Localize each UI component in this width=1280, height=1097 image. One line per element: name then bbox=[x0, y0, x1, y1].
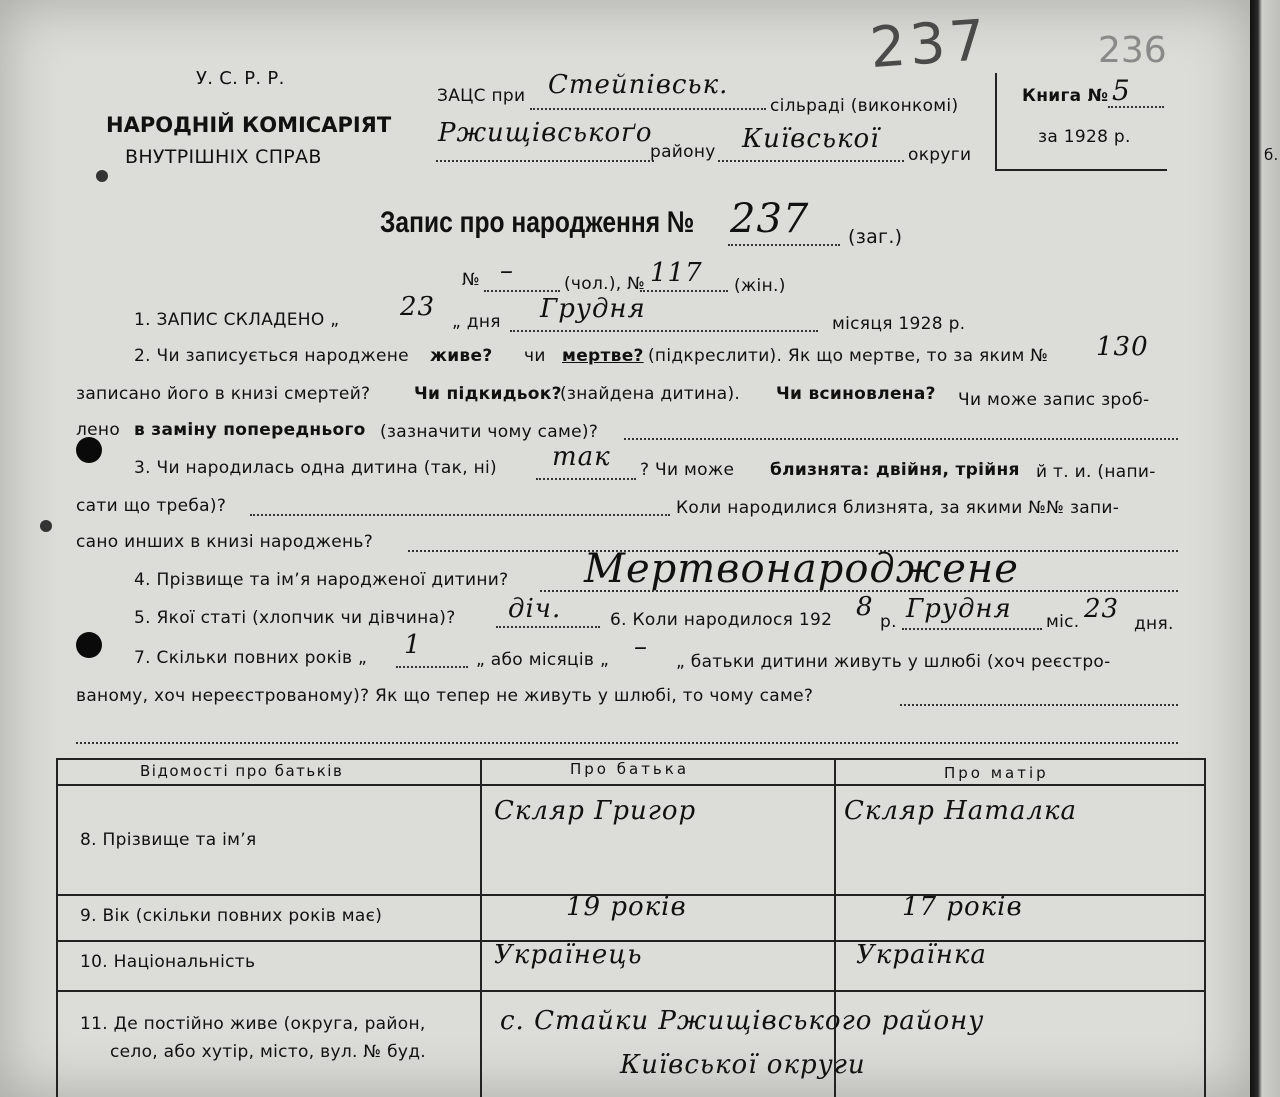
item-7-years-line bbox=[396, 666, 468, 668]
residence-handwritten-2: Київської округи bbox=[620, 1050, 866, 1080]
item-2-line3-a: лено bbox=[76, 420, 121, 440]
item-2-line2-a: записано його в книзі смертей? bbox=[76, 384, 371, 404]
item-7-label: 7. Скільки повних років „ bbox=[134, 648, 368, 668]
row-residence-label-1: 11. Де постійно живе (округа, район, bbox=[80, 1014, 426, 1034]
table-header-info: Відомості про батьків bbox=[140, 762, 344, 780]
mother-name-handwritten: Скляр Наталка bbox=[844, 796, 1078, 826]
punch-hole bbox=[76, 632, 102, 658]
district-label: району bbox=[650, 142, 716, 162]
item-7-years-handwritten: 1 bbox=[404, 630, 422, 660]
okrug-line bbox=[718, 160, 904, 162]
item-6-year-suffix: р. bbox=[880, 612, 897, 632]
row-age-label: 9. Вік (скільки повних років має) bbox=[80, 906, 383, 926]
paper-tear bbox=[96, 170, 108, 182]
table-header-mother: Про матір bbox=[944, 764, 1049, 782]
item-2-adopted: Чи всиновлена? bbox=[776, 384, 936, 404]
mother-nationality-handwritten: Українка bbox=[856, 940, 987, 970]
item-6-month-label: міс. bbox=[1046, 612, 1080, 632]
book-number-line bbox=[1108, 106, 1164, 108]
sub-male-label: (чол.), № bbox=[564, 274, 646, 294]
title-number-handwritten: 237 bbox=[730, 196, 810, 242]
item-6-year-handwritten: 8 bbox=[856, 592, 874, 622]
item-3-line2-a: сати що треба)? bbox=[76, 496, 227, 516]
item-4-handwritten: Мертвонароджене bbox=[584, 546, 1019, 592]
department-label: ВНУТРІШНІХ СПРАВ bbox=[125, 146, 322, 168]
item-6-month-line bbox=[902, 628, 1042, 630]
item-6-day-handwritten: 23 bbox=[1084, 594, 1120, 624]
zags-prefix: ЗАЦС при bbox=[437, 86, 526, 106]
item-3-maybe: ? Чи може bbox=[640, 460, 735, 480]
item-5-handwritten: діч. bbox=[508, 594, 562, 624]
item-2-line3-b: (зазначити чому саме)? bbox=[380, 422, 599, 442]
item-3-twins: близнята: двійня, трійня bbox=[770, 460, 1020, 480]
table-row-border bbox=[56, 990, 1206, 992]
sub-no-label: № bbox=[462, 270, 480, 290]
father-age-handwritten: 19 років bbox=[566, 892, 687, 922]
item-1-year-label: місяця 1928 р. bbox=[832, 314, 966, 334]
commissariat-label: НАРОДНІЙ КОМІСАРІЯТ bbox=[106, 113, 392, 137]
sub-female-handwritten: 117 bbox=[650, 258, 703, 288]
item-7-rest: „ батьки дитини живуть у шлюбі (хоч реєстро- bbox=[676, 652, 1111, 672]
row-residence-label-2: село, або хутір, місто, вул. № буд. bbox=[110, 1042, 426, 1062]
item-2-label: 2. Чи записується народжене bbox=[134, 346, 409, 366]
item-1-label: 1. ЗАПИС СКЛАДЕНО „ bbox=[134, 310, 340, 330]
table-col-divider bbox=[834, 758, 836, 1097]
paper-tear bbox=[40, 520, 52, 532]
item-1-month-line bbox=[510, 330, 818, 332]
book-year: за 1928 р. bbox=[1038, 127, 1131, 147]
item-6-label: 6. Коли народилося 192 bbox=[610, 610, 833, 630]
item-7-months-handwritten: – bbox=[634, 632, 648, 662]
sub-male-handwritten: – bbox=[500, 256, 514, 286]
punch-hole bbox=[76, 437, 102, 463]
district-line bbox=[436, 160, 654, 162]
item-7-line2: ваному, хоч нереєстрованому)? Як що тепер не живуть у шлюбі, то чому саме? bbox=[76, 686, 814, 706]
next-page-edge bbox=[1250, 0, 1280, 1097]
item-3-line2-b: Коли народилися близнята, за якими №№ запи- bbox=[676, 498, 1120, 518]
page-title: Запис про народження № bbox=[380, 206, 695, 239]
table-col-divider bbox=[480, 758, 482, 1097]
item-5-line bbox=[496, 626, 600, 628]
item-5-label: 5. Якої статі (хлопчик чи дівчина)? bbox=[134, 608, 456, 628]
mother-age-handwritten: 17 років bbox=[902, 892, 1023, 922]
row-nationality-label: 10. Національність bbox=[80, 952, 256, 972]
district-handwritten: Ржищівськоґо bbox=[438, 118, 653, 148]
residence-handwritten-1: с. Стайки Ржищівського району bbox=[500, 1006, 985, 1036]
item-1-day-handwritten: 23 bbox=[400, 292, 436, 322]
item-2-replace-line bbox=[624, 438, 1178, 440]
table-right-border bbox=[1204, 758, 1206, 1097]
item-7-months-label: „ або місяців „ bbox=[476, 650, 610, 670]
sub-female-line bbox=[640, 290, 728, 292]
item-3-rest: й т. и. (напи- bbox=[1036, 462, 1156, 482]
table-header-father: Про батька bbox=[570, 760, 690, 778]
item-6-day-label: дня. bbox=[1134, 614, 1174, 634]
item-7-line3-dots bbox=[76, 742, 1178, 744]
item-3-label: 3. Чи народилась одна дитина (так, ні) bbox=[134, 458, 497, 478]
sub-female-label: (жін.) bbox=[734, 276, 786, 296]
item-2-or: чи bbox=[524, 346, 546, 366]
item-2-number-handwritten: 130 bbox=[1096, 332, 1149, 362]
margin-fragment: б. bbox=[1264, 146, 1279, 164]
table-left-border bbox=[56, 758, 58, 1097]
item-2-line2-b: (знайдена дитина). bbox=[560, 384, 741, 404]
pencil-old-number: 236 bbox=[1098, 30, 1167, 71]
republic-label: У. С. Р. Р. bbox=[196, 68, 285, 89]
village-line bbox=[530, 108, 766, 110]
item-4-label: 4. Прізвище та імʼя народженої дитини? bbox=[134, 570, 509, 590]
book-number-handwritten: 5 bbox=[1112, 74, 1131, 107]
item-3-line3: сано инших в книзі народжень? bbox=[76, 532, 374, 552]
title-number-line bbox=[728, 244, 840, 246]
village-council-label: сільраді (виконкомі) bbox=[770, 96, 959, 116]
title-suffix: (заг.) bbox=[848, 226, 903, 248]
item-1-day-label: „ дня bbox=[452, 312, 501, 332]
item-2-alive: живе? bbox=[430, 346, 493, 366]
father-nationality-handwritten: Українець bbox=[494, 940, 643, 970]
item-3-handwritten: так bbox=[552, 442, 611, 472]
item-2-dead: мертве? bbox=[562, 346, 644, 366]
table-header-border bbox=[56, 784, 1206, 786]
item-2-foundling: Чи підкидьок? bbox=[414, 384, 562, 404]
item-2-line2-c: Чи може запис зроб- bbox=[958, 390, 1150, 410]
village-handwritten: Стейпівськ. bbox=[548, 70, 729, 100]
row-name-label: 8. Прізвище та імʼя bbox=[80, 830, 257, 850]
item-7-line2-dots bbox=[900, 704, 1178, 706]
item-6-month-handwritten: Грудня bbox=[906, 594, 1012, 624]
item-3-line2-dots bbox=[250, 514, 670, 516]
okrug-handwritten: Київської bbox=[742, 124, 880, 154]
book-label: Книга № bbox=[1022, 86, 1109, 106]
item-2-replace: в заміну попереднього bbox=[134, 420, 366, 440]
father-name-handwritten: Скляр Григор bbox=[494, 796, 697, 826]
sub-male-line bbox=[484, 290, 560, 292]
item-3-line bbox=[536, 478, 636, 480]
okrug-label: округи bbox=[908, 145, 972, 165]
item-1-month-handwritten: Грудня bbox=[540, 294, 646, 324]
pencil-number: 237 bbox=[867, 7, 992, 82]
item-2-rest: (підкреслити). Як що мертве, то за яким № bbox=[648, 346, 1049, 366]
